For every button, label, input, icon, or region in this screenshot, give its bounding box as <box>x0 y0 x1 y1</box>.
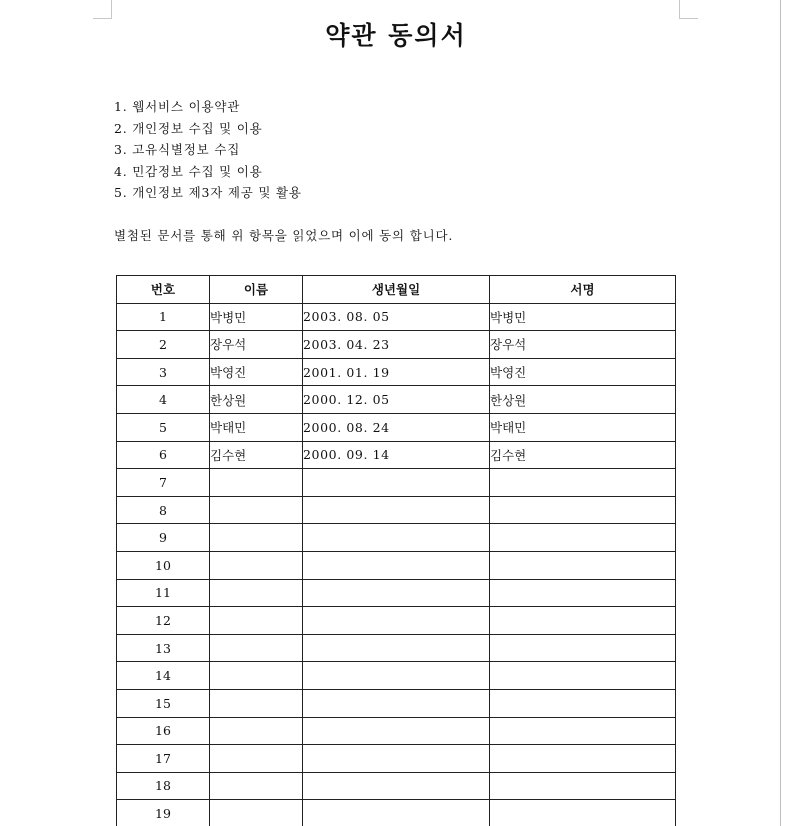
cell-signature: 김수현 <box>490 441 676 469</box>
header-birthdate: 생년월일 <box>303 276 490 304</box>
cell-birthdate: 2000. 09. 14 <box>303 441 490 469</box>
table-row <box>117 689 676 717</box>
cell-name: 한상원 <box>210 386 303 414</box>
cell-birthdate <box>303 524 490 552</box>
cell-birthdate <box>303 717 490 745</box>
cell-signature <box>490 607 676 635</box>
cell-number: 8 <box>117 496 210 524</box>
cell-signature: 한상원 <box>490 386 676 414</box>
cell-signature: 장우석 <box>490 331 676 359</box>
cell-number: 19 <box>117 800 210 826</box>
table-row <box>117 772 676 800</box>
cell-signature <box>490 717 676 745</box>
cell-number: 16 <box>117 717 210 745</box>
cell-signature <box>490 800 676 826</box>
cell-name <box>210 551 303 579</box>
consent-item: 1. 웹서비스 이용약관 <box>114 99 241 114</box>
table-header-row <box>117 276 676 304</box>
table-row <box>117 745 676 773</box>
cell-signature <box>490 524 676 552</box>
consent-item: 4. 민감정보 수집 및 이용 <box>114 163 263 179</box>
cell-signature <box>490 689 676 717</box>
cell-birthdate <box>303 469 490 497</box>
table-row <box>117 717 676 745</box>
cell-signature: 박태민 <box>490 413 676 441</box>
cell-birthdate: 2001. 01. 19 <box>303 358 490 386</box>
table-row <box>117 524 676 552</box>
table-row <box>117 496 676 524</box>
consent-item: 3. 고유식별정보 수집 <box>114 142 241 157</box>
cell-name: 박영진 <box>210 358 303 386</box>
cell-number: 17 <box>117 745 210 773</box>
cell-name <box>210 745 303 773</box>
cell-signature <box>490 745 676 773</box>
cell-name <box>210 607 303 635</box>
cell-signature <box>490 634 676 662</box>
cell-signature <box>490 579 676 607</box>
cell-name <box>210 579 303 607</box>
cell-name <box>210 662 303 690</box>
cell-number: 2 <box>117 331 210 359</box>
cell-name: 박병민 <box>210 303 303 331</box>
cell-number: 15 <box>117 689 210 717</box>
signature-table <box>116 275 676 826</box>
cell-name <box>210 689 303 717</box>
cell-number: 11 <box>117 579 210 607</box>
document-title: 약관 동의서 <box>325 21 467 50</box>
cell-name <box>210 634 303 662</box>
cell-number: 3 <box>117 358 210 386</box>
cell-number: 12 <box>117 607 210 635</box>
table-row <box>117 331 676 359</box>
header-name: 이름 <box>210 276 303 304</box>
cell-signature: 박영진 <box>490 358 676 386</box>
table-row <box>117 551 676 579</box>
cell-number: 1 <box>117 303 210 331</box>
table-row <box>117 579 676 607</box>
cell-birthdate <box>303 607 490 635</box>
table-row <box>117 441 676 469</box>
cell-name <box>210 772 303 800</box>
cell-name <box>210 524 303 552</box>
cell-number: 10 <box>117 551 210 579</box>
cell-signature: 박병민 <box>490 303 676 331</box>
table-body <box>117 303 676 826</box>
cell-name: 장우석 <box>210 331 303 359</box>
cell-number: 18 <box>117 772 210 800</box>
cell-number: 5 <box>117 413 210 441</box>
table-row <box>117 413 676 441</box>
cell-name <box>210 800 303 826</box>
consent-statement: 별첨된 문서를 통해 위 항목을 읽었으며 이에 동의 합니다. <box>114 228 454 243</box>
cell-birthdate <box>303 772 490 800</box>
cell-name: 김수현 <box>210 441 303 469</box>
cell-signature <box>490 662 676 690</box>
cell-birthdate <box>303 634 490 662</box>
cell-birthdate <box>303 662 490 690</box>
table-row <box>117 662 676 690</box>
cell-number: 7 <box>117 469 210 497</box>
cell-number: 9 <box>117 524 210 552</box>
cell-birthdate: 2000. 08. 24 <box>303 413 490 441</box>
cell-number: 6 <box>117 441 210 469</box>
cell-name <box>210 496 303 524</box>
cell-signature <box>490 496 676 524</box>
consent-item: 5. 개인정보 제3자 제공 및 활용 <box>114 185 302 200</box>
cell-birthdate <box>303 689 490 717</box>
table-row <box>117 607 676 635</box>
cell-signature <box>490 772 676 800</box>
consent-item: 2. 개인정보 수집 및 이용 <box>114 120 263 136</box>
table-row <box>117 303 676 331</box>
table-row <box>117 800 676 826</box>
cell-birthdate <box>303 745 490 773</box>
cell-number: 4 <box>117 386 210 414</box>
cell-name <box>210 469 303 497</box>
cell-number: 14 <box>117 662 210 690</box>
cell-signature <box>490 469 676 497</box>
cell-birthdate: 2000. 12. 05 <box>303 386 490 414</box>
cell-birthdate <box>303 579 490 607</box>
cell-name: 박태민 <box>210 413 303 441</box>
cell-number: 13 <box>117 634 210 662</box>
cell-birthdate: 2003. 04. 23 <box>303 331 490 359</box>
header-number: 번호 <box>117 276 210 304</box>
cell-birthdate <box>303 551 490 579</box>
cell-name <box>210 717 303 745</box>
table-row <box>117 634 676 662</box>
cell-birthdate <box>303 496 490 524</box>
table-row <box>117 386 676 414</box>
consent-item-list <box>114 96 302 204</box>
header-signature: 서명 <box>490 276 676 304</box>
cell-birthdate <box>303 800 490 826</box>
cell-signature <box>490 551 676 579</box>
cell-birthdate: 2003. 08. 05 <box>303 303 490 331</box>
table-row <box>117 358 676 386</box>
table-row <box>117 469 676 497</box>
